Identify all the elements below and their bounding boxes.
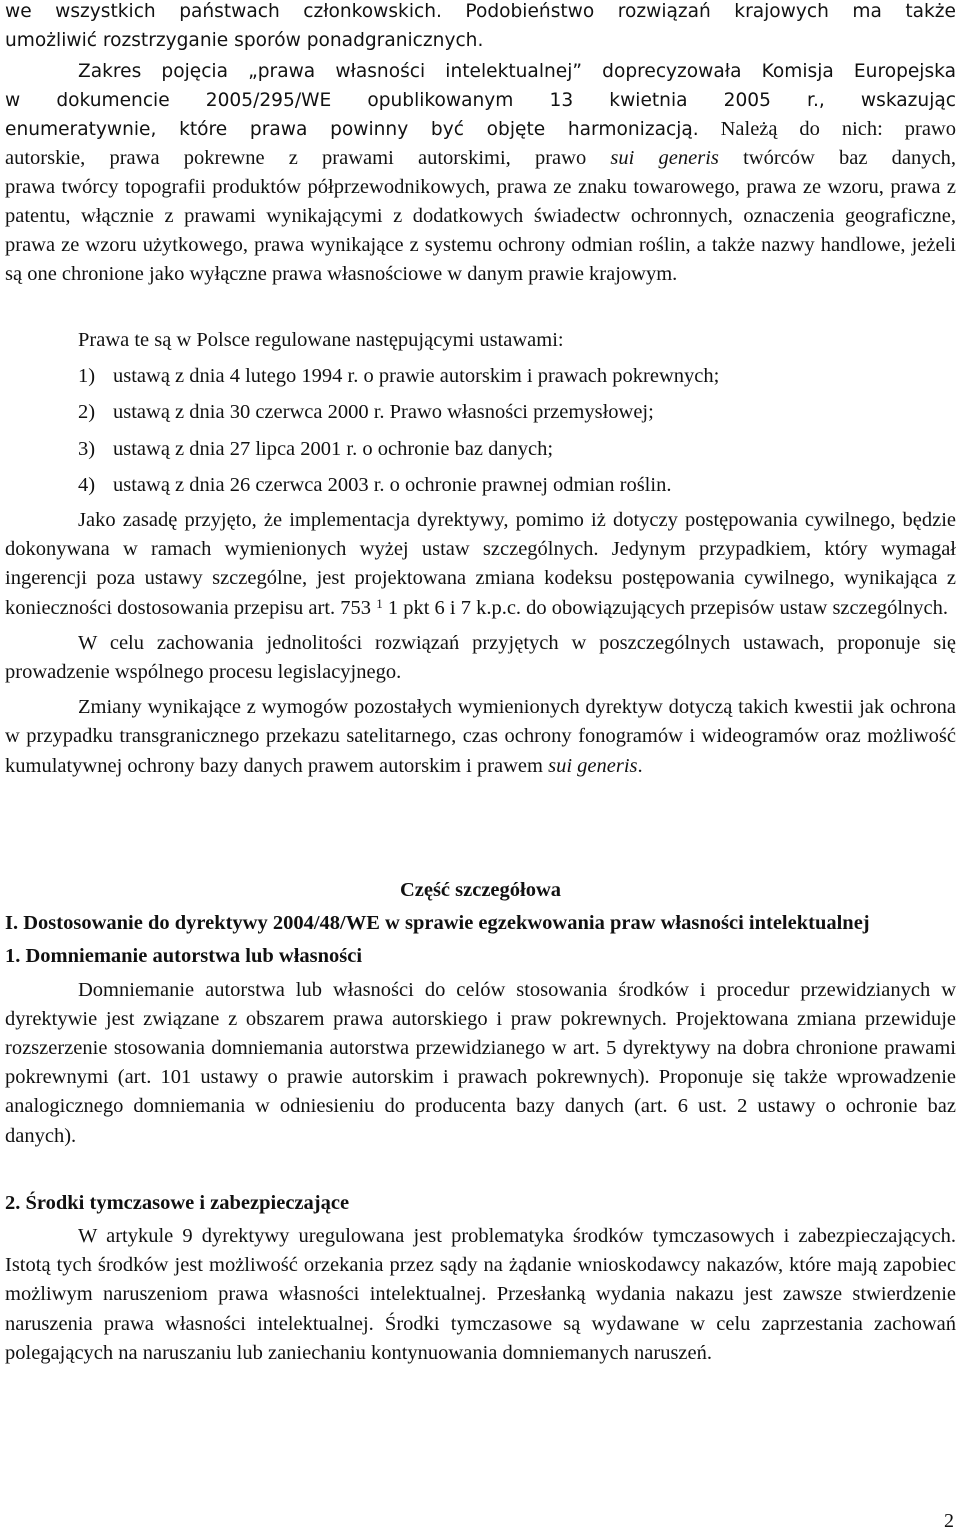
intro-section xyxy=(5,0,956,289)
list-number: 4) xyxy=(78,473,96,496)
list-text: ustawą z dnia 4 lutego 1994 r. o prawie autorskim i prawach pokrewnych; xyxy=(113,365,720,388)
paragraph: prawa twórcy topografii produktów półprzewodnikowych, prawa ze znaku towarowego, prawa ze wzoru, prawa z patentu, włącznie z prawami wynikającymi z dodatkowych świadectw ochronnych, oznaczenia geograficzne, prawa ze wzoru użytkowego, prawa wynikające z systemu ochrony odmian roślin, a także nazwy handlowe, jeżeli są one chronione jako wyłączne prawa własnościowe w danym prawie krajowym. xyxy=(5,176,956,285)
detailed-section xyxy=(5,876,956,1368)
list-text: ustawą z dnia 27 lipca 2001 r. o ochronie baz danych; xyxy=(113,437,554,460)
laws-intro: Prawa te są w Polsce regulowane następującymi ustawami: xyxy=(78,329,564,351)
text-span: autorskie, prawa pokrewne z prawami autorskimi, prawo xyxy=(5,147,611,169)
paragraph: Domniemanie autorstwa lub własności do celów stosowania środków i procedur przewidzianych w dyrektywie jest związane z obszarem prawa autorskiego i praw pokrewnych. Projektowana zmiana przewiduje rozszerzenie stosowania domniemania autorstwa przewidzianego w art. 5 dyrektywy na dobra chronione prawami pokrewnymi (art. 101 ustawy o prawie autorskim i prawach pokrewnych). Proponuje się także wprowadzenie analogicznego domniemania w odniesieniu do producenta bazy danych (art. 6 ust. 2 ustawy o ochronie baz danych). xyxy=(5,978,956,1147)
paragraph: W artykule 9 dyrektywy uregulowana jest problematyka środków tymczasowych i zabezpieczających. Istotą tych środków jest możliwość orzekania przez sądy na żądanie wnioskodawcy nakazów, które mają zapobiec możliwym naruszeniom prawa własności intelektualnej. Przesłanką wydania nakazu jest zawsze stwierdzenie naruszenia prawa własności intelektualnej. Środki tymczasowe są wydawane w celu zaprzestania zachowań polegających na naruszaniu lub zaniechaniu kontynuowania domniemanych naruszeń. xyxy=(5,1225,956,1364)
latin-term: sui generis xyxy=(610,147,719,169)
list-text: ustawą z dnia 26 czerwca 2003 r. o ochronie prawnej odmian roślin. xyxy=(113,473,672,496)
text-span: twórców baz danych, xyxy=(718,147,956,169)
section-title: I. Dostosowanie do dyrektywy 2004/48/WE w sprawie egzekwowania praw własności intelektualnej xyxy=(5,912,870,935)
list-item xyxy=(5,471,956,500)
laws-list xyxy=(5,362,956,500)
latin-term: sui generis xyxy=(548,754,638,777)
list-number: 2) xyxy=(78,401,96,424)
text-span: 1 pkt 6 i 7 k.p.c. do obowiązujących przepisów ustaw szczególnych. xyxy=(382,596,948,619)
text-span: enumeratywnie, które prawa powinny być objęte harmonizacją. xyxy=(5,119,699,140)
page-number: 2 xyxy=(944,1510,954,1532)
paragraph: W celu zachowania jednolitości rozwiązań przyjętych w poszczególnych ustawach, proponuje się prowadzenie wspólnego procesu legislacyjnego. xyxy=(5,631,956,684)
mixed-line xyxy=(5,115,956,144)
text-line: Zakres pojęcia „prawa własności intelektualnej” doprecyzowała Komisja Europejska xyxy=(78,61,956,82)
list-number: 3) xyxy=(78,437,96,460)
text-line: we wszystkich państwach członkowskich. Podobieństwo rozwiązań krajowych ma także xyxy=(5,1,956,22)
paragraph xyxy=(5,506,956,623)
text-span: . xyxy=(637,754,643,777)
text-line: umożliwić rozstrzyganie sporów ponadgranicznych. xyxy=(5,30,484,51)
paragraph xyxy=(5,693,956,781)
text-span: Zmiany wynikające z wymogów pozostałych wymienionych dyrektyw dotyczą takich kwestii jak ochrona w przypadku transgranicznego przekazu satelitarnego, czas ochrony fonogramów i wideogramów oraz możliwość kumulatywnej ochrony bazy danych prawem autorskim i prawem xyxy=(5,696,956,777)
list-item xyxy=(5,398,956,427)
subsection-title: 1. Domniemanie autorstwa lub własności xyxy=(5,945,363,968)
mixed-line xyxy=(5,144,956,173)
list-item xyxy=(5,362,956,391)
text-span: Jako zasadę przyjęto, że implementacja dyrektywy, pomimo iż dotyczy postępowania cywilnego, będzie dokonywana w ramach wymienionych wyżej ustaw szczególnych. Jedynym przypadkiem, który wymagał ingerencji poza ustawy szczególne, jest projektowana zmiana kodeksu postępowania cywilnego, wynikająca z konieczności dostosowania przepisu art. 753 xyxy=(5,509,956,619)
superscript: 1 xyxy=(376,595,383,611)
list-item xyxy=(5,435,956,464)
section-heading: Część szczegółowa xyxy=(399,879,562,901)
text-span: Należą do nich: prawo xyxy=(698,118,956,140)
list-text: ustawą z dnia 30 czerwca 2000 r. Prawo własności przemysłowej; xyxy=(113,401,654,424)
laws-section xyxy=(5,326,956,781)
text-line: w dokumencie 2005/295/WE opublikowanym 13 kwietnia 2005 r., wskazując xyxy=(5,90,956,111)
subsection-title: 2. Środki tymczasowe i zabezpieczające xyxy=(5,1191,350,1214)
list-number: 1) xyxy=(78,365,96,388)
